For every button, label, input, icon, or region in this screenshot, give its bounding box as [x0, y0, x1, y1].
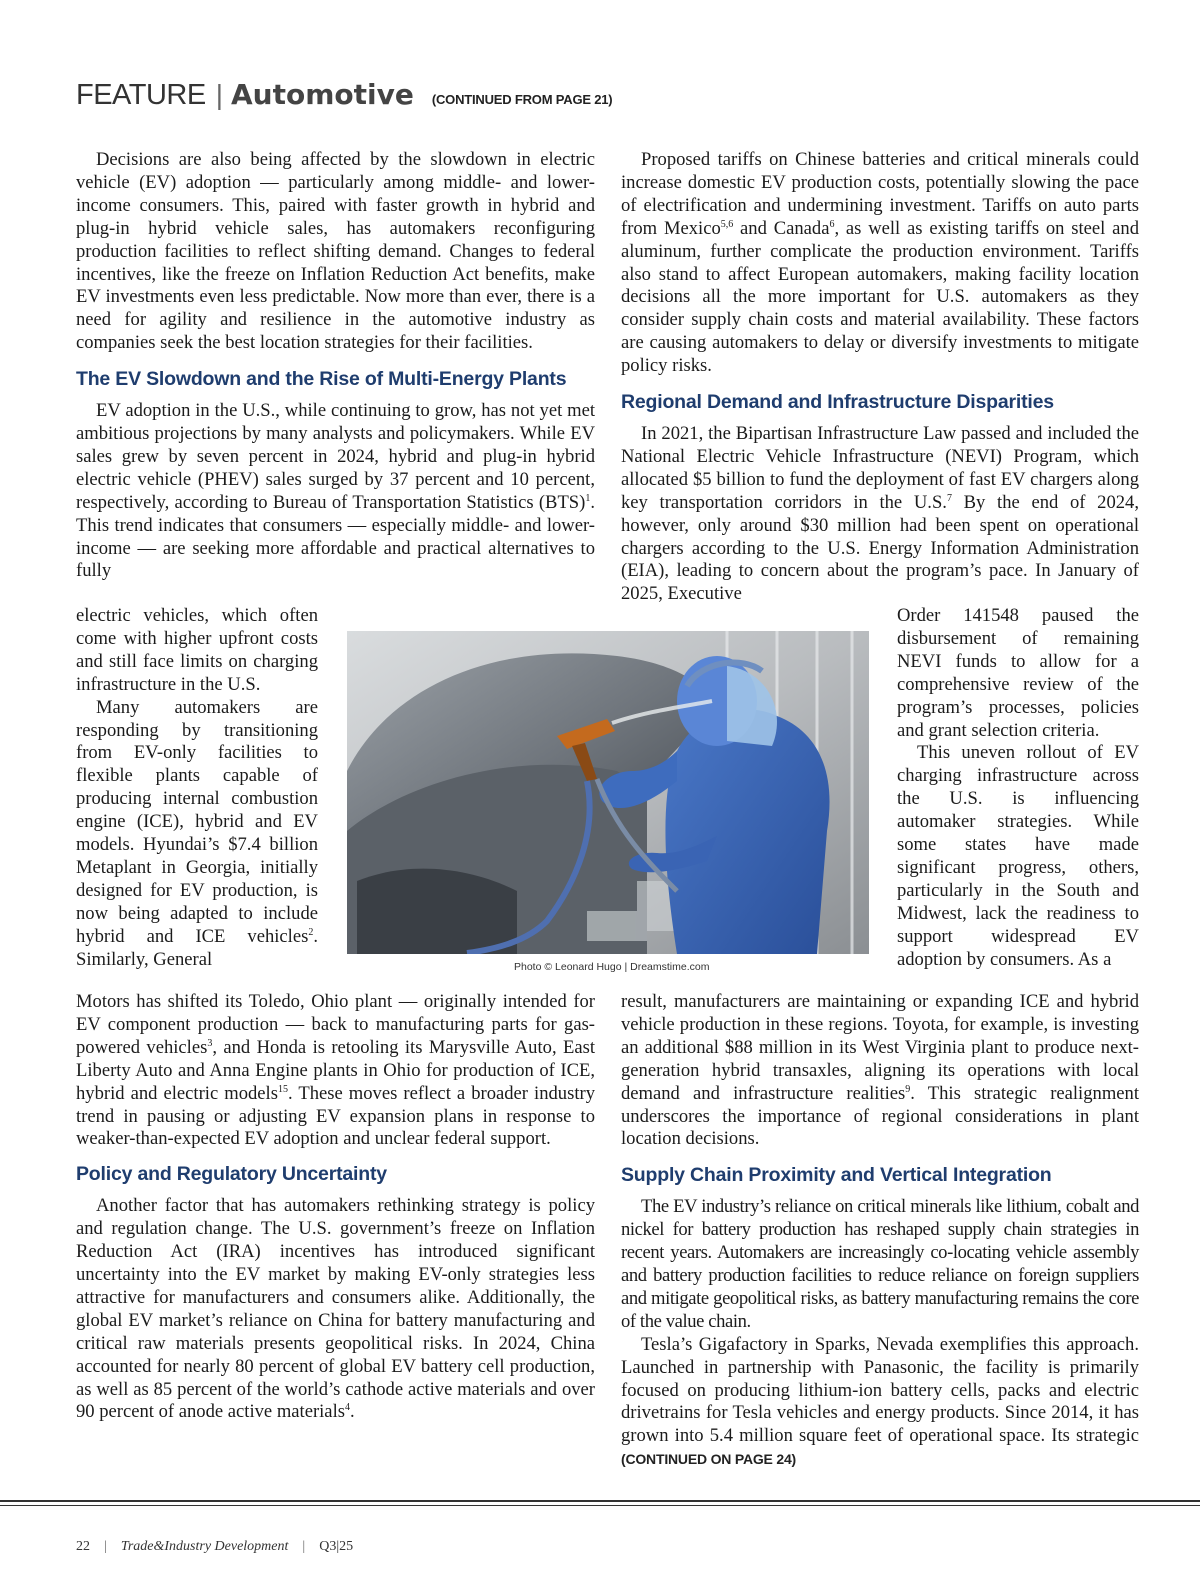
- footnote-ref: 7: [946, 492, 952, 504]
- paragraph-many-automakers: Many automakers are responding by transitioning from EV-only facilities to flexible plants capable of producing internal combustion engine (ICE), hybrid and EV models. Hyundai’s $7.4 billion Metaplant in Georgia, initially designed for EV production, is now being adapted to include hybrid and ICE vehicles$^2$. Similarly, General: [76, 696, 318, 970]
- heading-supply-chain: Supply Chain Proximity and Vertical Integration: [621, 1164, 1052, 1187]
- paragraph-2021: In 2021, the Bipartisan Infrastructure Law passed and included the National Electric Vehicle Infrastructure (NEVI) Program, which allocated $5 billion to fund the deployment of fast EV chargers along key transportation corridors in the U.S.$^7$ By the end of 2024, however, only around $30 million had been spent on operational chargers according to the U.S. Energy Information Administration (EIA), leading to concern about the program’s pace. In January of 2025, Executive: [621, 422, 1139, 605]
- topic-label: Automotive: [230, 78, 414, 111]
- paragraph-another-factor: Another factor that has automakers rethinking strategy is policy and regulation change. The U.S. government’s freeze on Inflation Reduction Act (IRA) incentives has introduced significant uncertainty into the EV market by making EV-only strategies less attractive for manufacturers and consumers alike. Additionally, the global EV market’s reliance on China for battery manufacturing and critical raw materials presents geopolitical risks. In 2024, China accounted for nearly 80 percent of global EV battery cell production, as well as 85 percent of the world’s cathode active materials and over 90 percent of anode active materials$^4$.: [76, 1195, 595, 1423]
- section-label: FEATURE: [76, 79, 206, 111]
- page-number: 22: [76, 1539, 90, 1554]
- paragraph-uneven-rollout-cont: result, manufacturers are maintaining or expanding ICE and hybrid vehicle production in these regions. Toyota, for example, is investing an additional $88 million in its West Virginia plant to produce next-generation hybrid transaxles, aligning its operations with local demand and infrastructure realities$^9$. This strategic realignment underscores the importance of regional considerations in plant location decisions.: [621, 991, 1139, 1150]
- continued-from: (CONTINUED FROM PAGE 21): [431, 92, 613, 107]
- footer-rule: [0, 1500, 1200, 1502]
- paragraph-ev-adoption: EV adoption in the U.S., while continuing to grow, has not yet met ambitious projections by many analysts and policymakers. While EV sales grew by seven percent in 2024, hybrid and plug-in hybrid electric vehicle (PHEV) sales surged by 37 percent and 10 percent, respectively, according to Bureau of Transportation Statistics (BTS)$^1$. This trend indicates that consumers — especially middle- and lower-income — are seeking more affordable and practical alternatives to fully: [76, 400, 595, 582]
- col1-narrow: [76, 605, 318, 972]
- heading-ev-slowdown: The EV Slowdown and the Rise of Multi-Energy Plants: [76, 368, 567, 391]
- footnote-ref: 4: [344, 1402, 350, 1414]
- photo-illustration: [347, 631, 869, 954]
- footer-separator: |: [104, 1539, 107, 1554]
- col2-bottom: [621, 991, 1139, 1471]
- col1-top: [76, 149, 595, 583]
- paragraph-uneven-rollout: This uneven rollout of EV charging infrastructure across the U.S. is influencing automaker strategies. While some states have made significant progress, others, particularly in the South and Midwest, lack the readiness to support widespread EV adoption by consumers. As a: [897, 742, 1139, 970]
- footnote-ref: 9: [905, 1083, 911, 1095]
- publication-name: Trade&Industry Development: [120, 1539, 289, 1554]
- photo-caption: Photo © Leonard Hugo | Dreamstime.com: [514, 961, 710, 973]
- masthead-separator: |: [215, 79, 223, 110]
- photo-spray-painter: [347, 631, 869, 954]
- continued-on: (CONTINUED ON PAGE 24): [621, 1451, 797, 1468]
- paragraph-tariffs: Proposed tariffs on Chinese batteries and critical minerals could increase domestic EV production costs, potentially slowing the pace of electrification and undermining investment. Tariffs on auto parts from Mexico$^{5,6}$ and Canada$^6$, as well as existing tariffs on steel and aluminum, further complicate the production environment. Tariffs also stand to affect European automakers, making facility location decisions all the more important for U.S. automakers as they consider supply chain costs and material availability. These factors are causing automakers to delay or diversify investments to mitigate policy risks.: [621, 149, 1139, 377]
- paragraph-ev-industry: The EV industry’s reliance on critical minerals like lithium, cobalt and nickel for battery production has reshaped supply chain strategies in recent years. Automakers are increasingly co-locating vehicle assembly and battery production facilities to reduce reliance on foreign suppliers and mitigate geopolitical risks, as battery manufacturing remains the core of the value chain.: [621, 1196, 1139, 1332]
- heading-regional: Regional Demand and Infrastructure Disparities: [621, 391, 1054, 414]
- paragraph-ev-adoption-cont: electric vehicles, which often come with higher upfront costs and still face limits on charging infrastructure in the U.S.: [76, 605, 318, 695]
- paragraph-decisions: Decisions are also being affected by the slowdown in electric vehicle (EV) adoption — particularly among middle- and lower-income consumers. This, paired with faster growth in hybrid and plug-in hybrid vehicle sales, has automakers reconfiguring production facilities to reflect shifting demand. Changes to federal incentives, like the freeze on Inflation Reduction Act benefits, make EV investments even less predictable. Now more than ever, there is a need for agility and resilience in the automotive industry as companies seek the best location strategies for their facilities.: [76, 149, 595, 354]
- issue-label: Q3|25: [319, 1539, 354, 1554]
- footer-separator: |: [302, 1539, 306, 1554]
- footnote-ref: 5,6: [720, 218, 734, 230]
- paragraph-tesla: Tesla’s Gigafactory in Sparks, Nevada exemplifies this approach. Launched in partnership with Panasonic, the facility is primarily focused on producing lithium-ion battery cells, packs and electric drivetrains for Tesla vehicles and energy products. Since 2014, it has grown into 5.4 million square feet of operational space. Its strategic (CONTINUED ON PAGE 24): [621, 1333, 1139, 1468]
- page-footer: [76, 1539, 353, 1555]
- footnote-ref: 15: [277, 1083, 288, 1095]
- paragraph-2021-cont: Order 141548 paused the disbursement of remaining NEVI funds to allow for a comprehensive review of the program’s processes, policies and grant selection criteria.: [897, 605, 1139, 741]
- footnote-ref: 1: [585, 492, 591, 504]
- col2-narrow: [897, 605, 1139, 972]
- footnote-ref: 2: [308, 926, 314, 938]
- masthead: [76, 78, 612, 112]
- paragraph-many-automakers-cont: Motors has shifted its Toledo, Ohio plant — originally intended for EV component production — back to manufacturing parts for gas-powered vehicles$^3$, and Honda is retooling its Marysville Auto, East Liberty Auto and Anna Engine plants in Ohio for production of ICE, hybrid and electric models$^{15}$. These moves reflect a broader industry trend in pausing or adjusting EV expansion plans in response to weaker-than-expected EV adoption and unclear federal support.: [76, 991, 595, 1150]
- col2-top: [621, 149, 1139, 606]
- footnote-ref: 3: [207, 1037, 213, 1049]
- footnote-ref: 6: [829, 218, 835, 230]
- heading-policy: Policy and Regulatory Uncertainty: [76, 1163, 387, 1186]
- footer-rule: [0, 1505, 1200, 1506]
- col1-bottom: [76, 991, 595, 1424]
